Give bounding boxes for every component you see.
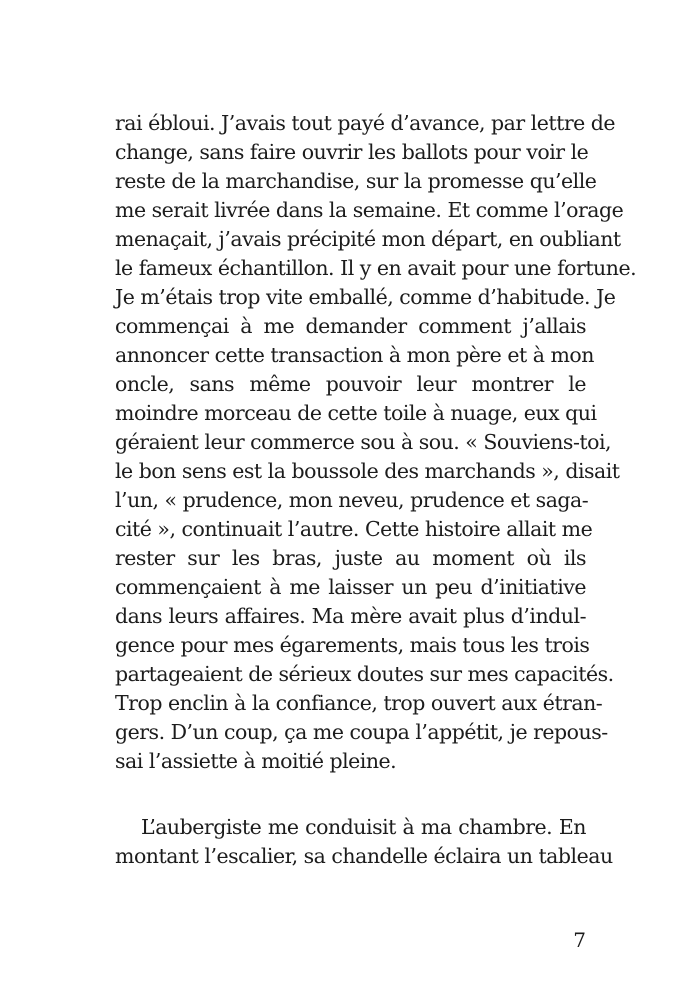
text-line: menaçait, j’avais précipité mon départ, en oubliant (115, 227, 621, 251)
text-line: me serait livrée dans la semaine. Et comme l’orage (115, 198, 624, 222)
text-line: oncle, sans même pouvoir leur montrer le (115, 372, 586, 396)
text-line: partageaient de sérieux doutes sur mes capacités. (115, 662, 614, 686)
text-line: gence pour mes égarements, mais tous les trois (115, 633, 590, 657)
text-line: commençaient à me laisser un peu d’initiative (115, 575, 586, 599)
text-line: change, sans faire ouvrir les ballots pour voir le (115, 140, 589, 164)
text-line: dans leurs affaires. Ma mère avait plus d’indul- (115, 604, 586, 628)
text-line: le fameux échantillon. Il y en avait pour une fortune. (115, 256, 637, 280)
text-line: Je m’étais trop vite emballé, comme d’habitude. Je (115, 285, 616, 309)
text-line: montant l’escalier, sa chandelle éclaira un tableau (115, 844, 613, 868)
text-line: géraient leur commerce sou à sou. « Souviens-toi, (115, 430, 612, 454)
text-line: l’un, « prudence, mon neveu, prudence et saga- (115, 488, 589, 512)
text-line: Trop enclin à la confiance, trop ouvert aux étran- (115, 691, 603, 715)
page-number: 7 (573, 928, 586, 952)
text-line: annoncer cette transaction à mon père et à mon (115, 343, 594, 367)
text-line: reste de la marchandise, sur la promesse qu’elle (115, 169, 597, 193)
text-line: rai ébloui. J’avais tout payé d’avance, par lettre de (115, 111, 616, 135)
text-line: commençai à me demander comment j’allais (115, 314, 586, 338)
paragraph-1 (115, 109, 637, 776)
text-line: cité », continuait l’autre. Cette histoire allait me (115, 517, 593, 541)
text-line: L’aubergiste me conduisit à ma chambre. En (141, 815, 586, 839)
text-line: gers. D’un coup, ça me coupa l’appétit, je repous- (115, 720, 608, 744)
text-line: le bon sens est la boussole des marchands », disait (115, 459, 620, 483)
text-line: sai l’assiette à moitié pleine. (115, 749, 397, 773)
text-line: moindre morceau de cette toile à nuage, eux qui (115, 401, 597, 425)
paragraph-2 (115, 813, 613, 871)
text-line: rester sur les bras, juste au moment où ils (115, 546, 586, 570)
